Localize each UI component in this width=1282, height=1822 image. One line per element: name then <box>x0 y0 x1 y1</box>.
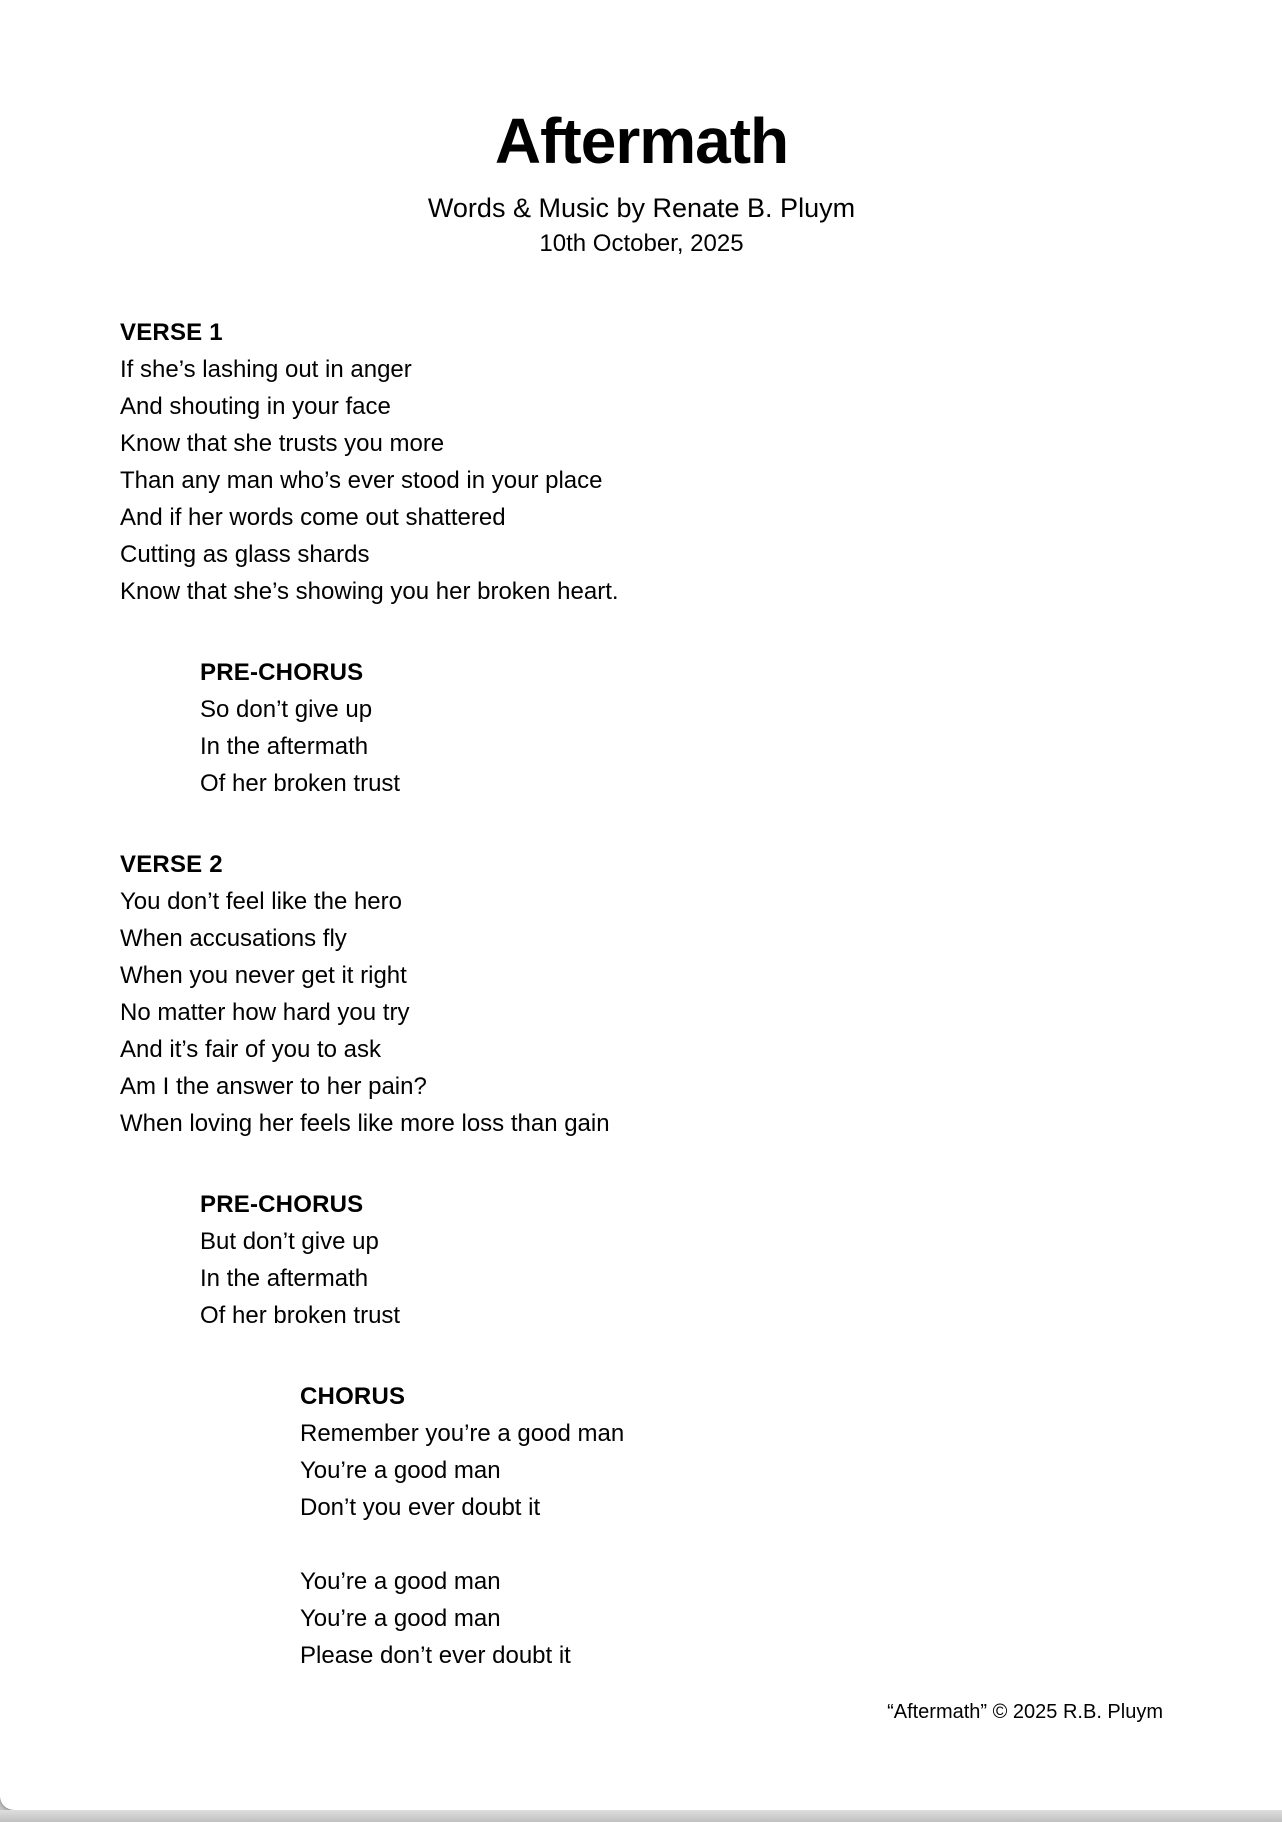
lyric-line: When accusations fly <box>120 925 347 952</box>
lyrics-body <box>120 314 1163 1674</box>
lyric-section <box>120 314 1163 610</box>
lyric-line: In the aftermath <box>200 733 369 760</box>
section-label: VERSE 2 <box>120 851 223 878</box>
lyric-line: Know that she’s showing you her broken heart. <box>120 578 619 605</box>
section-label: PRE-CHORUS <box>200 1191 364 1218</box>
lyric-line: You’re a good man <box>300 1457 501 1484</box>
lyric-line: So don’t give up <box>200 696 373 723</box>
song-title: Aftermath <box>494 105 789 177</box>
date: 10th October, 2025 <box>539 230 744 257</box>
lyric-line: Know that she trusts you more <box>120 430 445 457</box>
lyric-line: Please don’t ever doubt it <box>300 1642 571 1669</box>
page-edge-gap <box>0 1810 1282 1822</box>
lyric-section <box>200 654 1163 802</box>
lyric-line: Cutting as glass shards <box>120 541 370 568</box>
section-label: PRE-CHORUS <box>200 659 364 686</box>
copyright-footer: “Aftermath” © 2025 R.B. Pluym <box>887 1701 1163 1723</box>
lyric-line: When loving her feels like more loss than gain <box>120 1110 610 1137</box>
byline: Words & Music by Renate B. Pluym <box>427 193 856 223</box>
lyric-line: And it’s fair of you to ask <box>120 1036 382 1063</box>
lyric-section <box>200 1186 1163 1334</box>
lyric-line: Am I the answer to her pain? <box>120 1073 427 1100</box>
lyric-line: But don’t give up <box>200 1228 379 1255</box>
lyric-line: Of her broken trust <box>200 1302 401 1329</box>
lyric-line: Of her broken trust <box>200 770 401 797</box>
lyric-line: You don’t feel like the hero <box>120 888 402 915</box>
lyric-line: Don’t you ever doubt it <box>300 1494 541 1521</box>
section-label: VERSE 1 <box>120 319 223 346</box>
lyric-line: And if her words come out shattered <box>120 504 506 531</box>
lyric-section <box>120 846 1163 1142</box>
lyric-line: And shouting in your face <box>120 393 391 420</box>
lyric-line: In the aftermath <box>200 1265 369 1292</box>
lyric-section <box>300 1378 1163 1674</box>
lyric-line: Remember you’re a good man <box>300 1420 625 1447</box>
lyric-line: You’re a good man <box>300 1568 501 1595</box>
blank-line <box>300 1526 1163 1563</box>
lyric-line: When you never get it right <box>120 962 407 989</box>
lyric-line: You’re a good man <box>300 1605 501 1632</box>
lyric-line: Than any man who’s ever stood in your place <box>120 467 603 494</box>
lyric-line: If she’s lashing out in anger <box>120 356 412 383</box>
section-label: CHORUS <box>300 1383 406 1410</box>
lyric-line: No matter how hard you try <box>120 999 410 1026</box>
